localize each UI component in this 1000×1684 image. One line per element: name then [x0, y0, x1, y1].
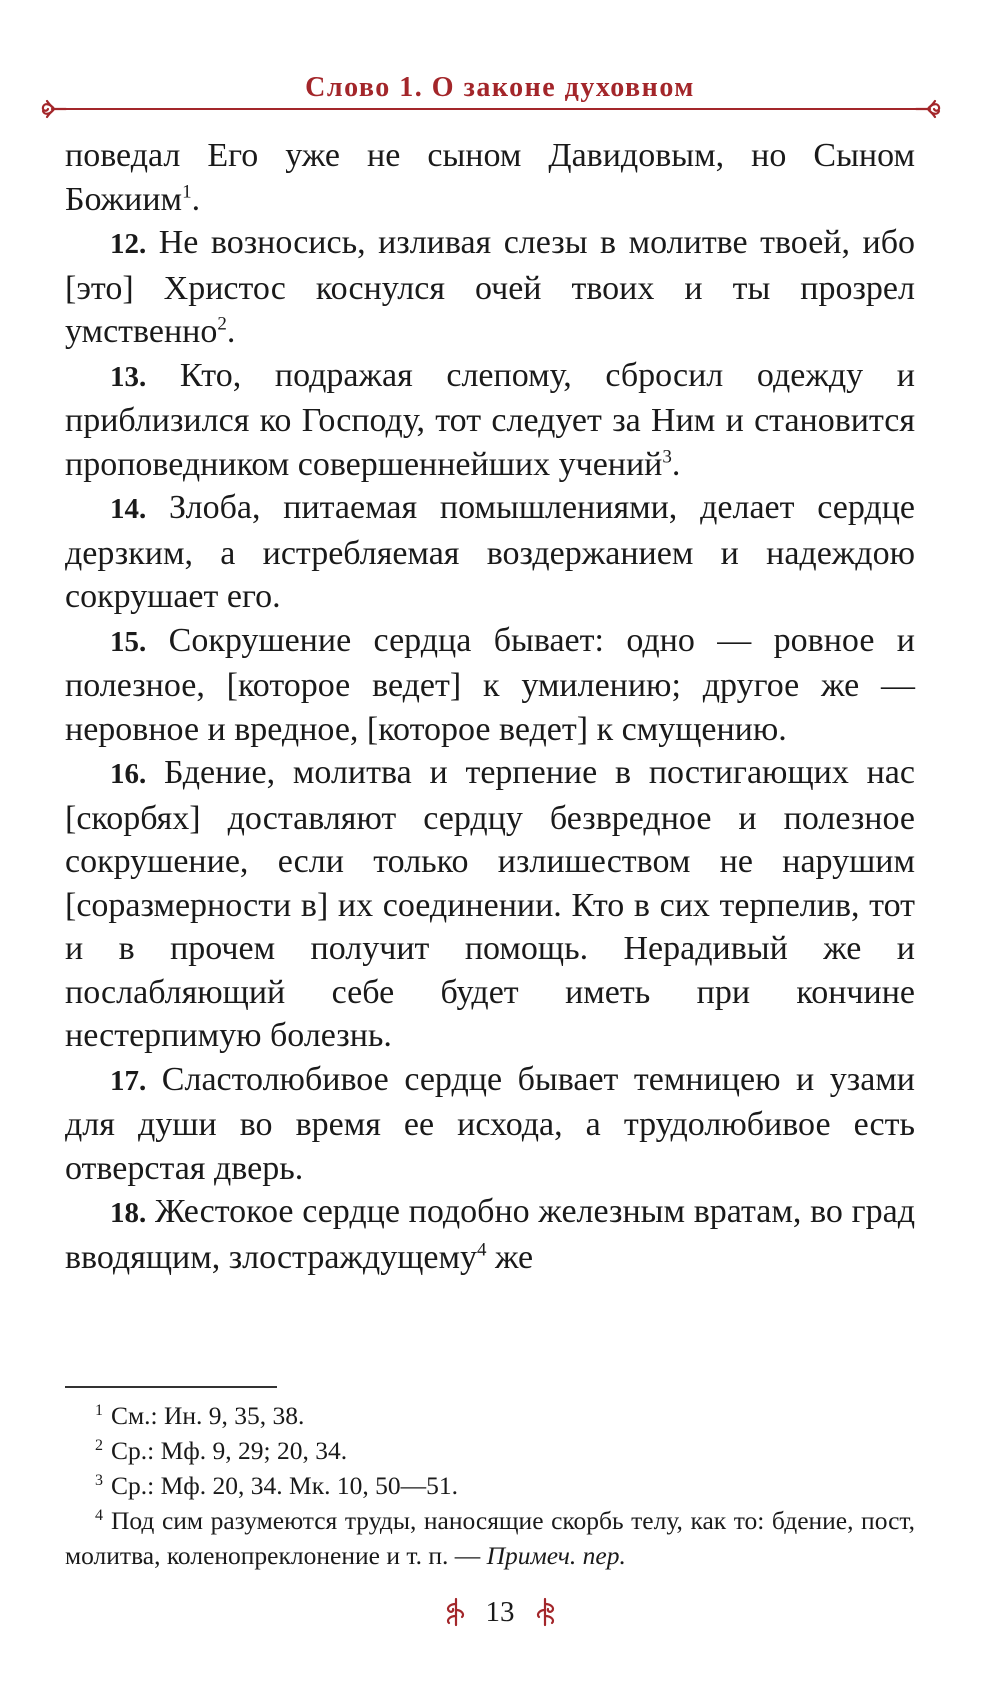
fleuron-icon	[914, 94, 944, 124]
paragraph-number: 18.	[110, 1197, 147, 1229]
footnote-ref[interactable]: 3	[662, 446, 672, 468]
translator-note: Примеч. пер.	[486, 1541, 626, 1570]
paragraph-14	[65, 486, 915, 619]
footnote-3	[65, 1468, 915, 1503]
paragraph-tail: .	[191, 180, 201, 218]
folio	[0, 1590, 1000, 1634]
paragraph-number: 16.	[110, 758, 147, 790]
footnotes	[65, 1398, 915, 1573]
paragraph-text: Злоба, питаемая помышлениями, делает сердце дерзким, а истребляемая воздержанием и надеждою сокрушает его.	[65, 489, 915, 615]
paragraph-number: 14.	[110, 493, 147, 525]
paragraph-15	[65, 619, 915, 752]
footnote-1	[65, 1398, 915, 1433]
header-rule	[38, 94, 944, 124]
paragraph-number: 13.	[110, 360, 147, 393]
footnote-text: См.: Ин. 9, 35, 38.	[111, 1401, 305, 1430]
page-number: 13	[485, 1595, 515, 1628]
fleuron-icon	[440, 1596, 472, 1628]
paragraph-number: 12.	[110, 228, 147, 260]
footnote-mark: 1	[95, 1401, 103, 1419]
paragraph-tail: же	[486, 1238, 534, 1276]
paragraph-text: поведал Его уже не сыном Давидовым, но Сыном Божиим	[65, 137, 915, 218]
footnote-ref[interactable]: 4	[477, 1239, 487, 1261]
header-rule-line	[66, 108, 916, 110]
footnote-2	[65, 1433, 915, 1468]
paragraph-text: Жестокое сердце подобно железным вратам, во град вводящим, злостраждущему	[65, 1193, 915, 1276]
footnote-ref[interactable]: 2	[217, 313, 227, 335]
fleuron-icon	[529, 1596, 561, 1628]
paragraph-tail: .	[671, 445, 681, 483]
paragraph-text: Сластолюбивое сердце бывает темницею и узами для души во время ее исхода, а трудолюбивое есть отверстая дверь.	[65, 1060, 915, 1187]
paragraph-text: Не возносись, изливая слезы в молитве твоей, ибо [это] Христос коснулся очей твоих и ты прозрел умственно	[65, 224, 915, 350]
continued-paragraph	[65, 134, 915, 221]
paragraph-tail: .	[226, 313, 236, 350]
footnote-text: Под сим разумеются труды, наносящие скорбь телу, как то: бдение, пост, молитва, коленопреклонение и т. п. —	[65, 1506, 915, 1570]
paragraph-text: Сокрушение сердца бывает: одно — ровное и полезное, [которое ведет] к умилению; другое же — неровное и вредное, [которое ведет] к смущению.	[65, 621, 916, 748]
footnote-mark: 3	[95, 1471, 103, 1489]
main-text	[65, 134, 915, 1279]
paragraph-number: 15.	[110, 625, 147, 658]
paragraph-12	[65, 221, 915, 354]
paragraph-text: Бдение, молитва и терпение в постигающих нас [скорбях] доставляют сердцу безвредное и полезное сокрушение, если только излишеством не нарушим [соразмерности в] их соединении. Кто в сих терпелив, тот и в прочем получит помощь. Нерадивый же и послабляющий себе будет иметь при кончине нестерпимую болезнь.	[65, 754, 915, 1054]
footnote-4	[65, 1503, 915, 1573]
footnote-rule	[65, 1386, 277, 1388]
paragraph-text: Кто, подражая слепому, сбросил одежду и приблизился ко Господу, тот следует за Ним и становится проповедником совершеннейших учений	[65, 356, 915, 483]
fleuron-icon	[38, 94, 68, 124]
footnote-ref[interactable]: 1	[182, 181, 192, 203]
footnote-mark: 2	[95, 1436, 103, 1454]
paragraph-18	[65, 1190, 915, 1279]
paragraph-16	[65, 751, 915, 1058]
paragraph-17	[65, 1058, 915, 1191]
footnote-text: Ср.: Мф. 20, 34. Мк. 10, 50—51.	[111, 1471, 458, 1500]
paragraph-13	[65, 354, 915, 487]
paragraph-number: 17.	[110, 1064, 147, 1097]
footnote-text: Ср.: Мф. 9, 29; 20, 34.	[111, 1436, 348, 1465]
footnote-mark: 4	[95, 1506, 103, 1524]
running-header: Слово 1. О законе духовном	[305, 72, 695, 103]
